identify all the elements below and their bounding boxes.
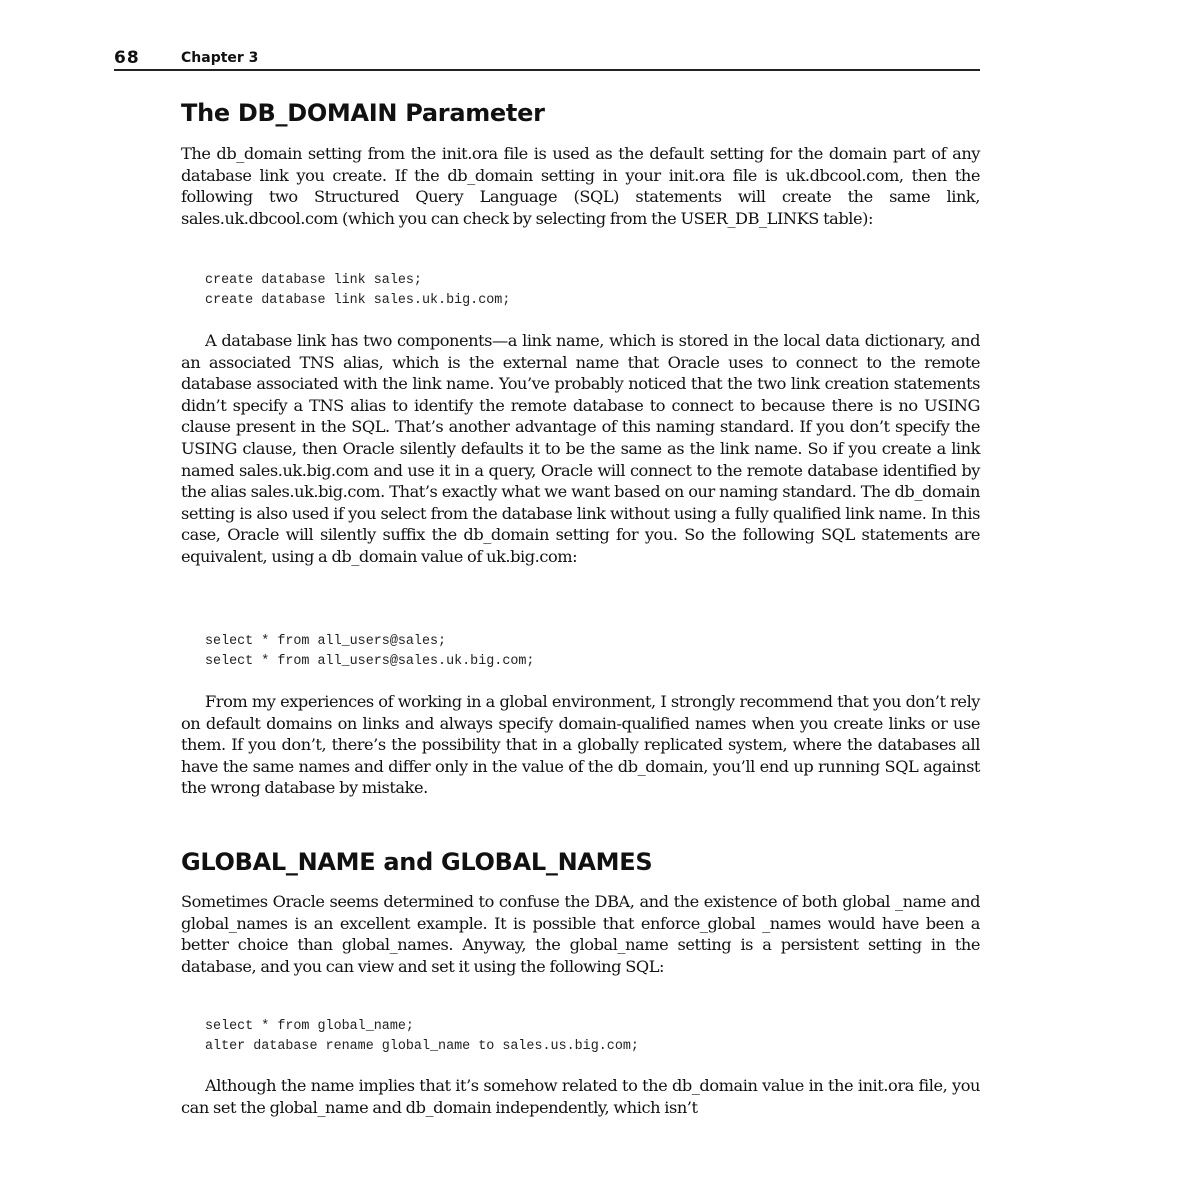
code-line: select * from global_name; — [205, 1019, 414, 1034]
paragraph-link-components: A database link has two components—a link name, which is stored in the local data dictionary, and an associated TNS alias, which is the external name that Oracle uses to connect to the remote database associated with the link name. You’ve probably noticed that the two link creation statements didn’t specify a TNS alias to identify the remote database to connect to because there is no USING clause present in the SQL. That’s another advantage of this naming standard. If you don’t specify the USING clause, then Oracle silently defaults it to be the same as the link name. So if you create a link named sales.uk.big.com and use it in a query, Oracle will connect to the remote database identified by the alias sales.uk.big.com. That’s exactly what we want based on our naming standard. The db_domain setting is also used if you select from the database link without using a fully qualified link name. In this case, Oracle will silently suffix the db_domain setting for you. So the following SQL statements are equivalent, using a db_domain value of uk.big.com: — [181, 331, 980, 566]
page-number: 68 — [114, 48, 140, 68]
paragraph-db-domain-intro: The db_domain setting from the init.ora file is used as the default setting for the domain part of any database link you create. If the db_domain setting in your init.ora file is uk.dbcool.com, then the following two Structured Query Language (SQL) statements will create the same link, sales.uk.dbcool.com (which you can check by selecting from the USER_DB_LINKS table): — [181, 144, 980, 228]
code-block-select-users — [205, 632, 534, 672]
code-block-global-name — [205, 1017, 639, 1057]
code-line: create database link sales.uk.big.com; — [205, 293, 511, 308]
paragraph-global-name-db-domain: Although the name implies that it’s somehow related to the db_domain value in the init.ora file, you can set the global_name and db_domain independently, which isn’t — [181, 1076, 980, 1117]
section-heading-global-name: GLOBAL_NAME and GLOBAL_NAMES — [181, 848, 653, 876]
code-line: alter database rename global_name to sales.us.big.com; — [205, 1039, 639, 1054]
code-line: select * from all_users@sales; — [205, 634, 447, 649]
paragraph-recommendation: From my experiences of working in a global environment, I strongly recommend that you don’t rely on default domains on links and always specify domain-qualified names when you create links or use them. If you don’t, there’s the possibility that in a globally replicated system, where the databases all have the same names and differ only in the value of the db_domain, you’ll end up running SQL against the wrong database by mistake. — [181, 692, 980, 798]
code-block-create-link — [205, 271, 510, 311]
code-line: select * from all_users@sales.uk.big.com; — [205, 654, 535, 669]
section-heading-db-domain: The DB_DOMAIN Parameter — [181, 99, 545, 127]
paragraph-global-name-intro: Sometimes Oracle seems determined to confuse the DBA, and the existence of both global _name and global_names is an excellent example. It is possible that enforce_global _names would have been a better choice than global_names. Anyway, the global_name setting is a persistent setting in the database, and you can view and set it using the following SQL: — [181, 892, 980, 976]
chapter-label: Chapter 3 — [181, 50, 259, 66]
running-header — [114, 48, 980, 71]
code-line: create database link sales; — [205, 273, 422, 288]
